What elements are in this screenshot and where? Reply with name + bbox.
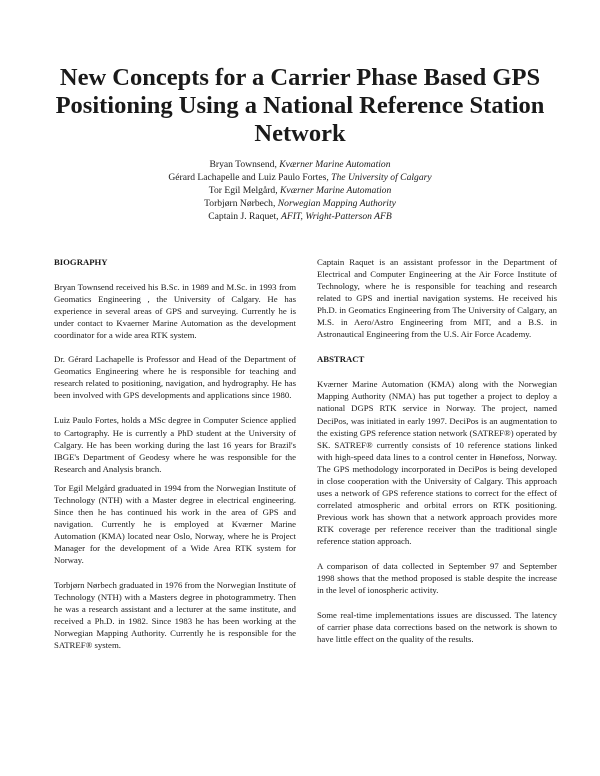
author-name: Bryan Townsend,: [209, 159, 277, 170]
right-column: [317, 256, 557, 645]
author-line: [60, 210, 540, 223]
author-name: Tor Egil Melgård,: [208, 185, 278, 196]
author-line: [60, 158, 540, 171]
abstract-paragraph: Kværner Marine Automation (KMA) along with the Norwegian Mapping Authority (NMA) has put together a project to deploy a national DGPS RTK service in Norway. The project, named DeciPos, was initiated in early 1997. DeciPos is an augmentation to the existing GPS reference station network (SATREF®) operated by SK. SATREF® currently consists of 10 reference stations linked with high-speed data lines to a control center in Hønefoss, Norway. The GPS methodology incorporated in DeciPos is being developed in close cooperation with the University of Calgary. This approach uses a network of GPS reference stations to correct for the effect of correlated atmospheric and orbital errors on RTK positioning. Previous work has shown that a network approach provides more RTK coverage per reference receiver than the traditional single reference station approach.: [317, 379, 557, 546]
author-affiliation: AFIT, Wright-Patterson AFB: [280, 211, 392, 222]
author-line: [60, 197, 540, 210]
biography-paragraph: Torbjørn Nørbech graduated in 1976 from the Norwegian Institute of Technology (NTH) with a Masters degree in photogrammetry. Then he was a research assistant and a lecturer at the same institute, and received a Ph.D. in 1982. Since 1983 he has been working at the Norwegian Mapping Authority. Currently he is responsible for the SATREF® system.: [54, 580, 296, 651]
biography-heading: BIOGRAPHY: [54, 257, 108, 267]
abstract-paragraph: Some real-time implementations issues are discussed. The latency of carrier phase data corrections based on the network is shown to have little effect on the quality of the results.: [317, 610, 557, 645]
author-line: [60, 171, 540, 184]
author-name: Captain J. Raquet,: [208, 211, 279, 222]
abstract-heading: ABSTRACT: [317, 354, 365, 365]
author-name: Gérard Lachapelle and Luiz Paulo Fortes,: [168, 172, 329, 183]
author-affiliation: Norwegian Mapping Authority: [277, 198, 396, 209]
author-affiliation: The University of Calgary: [331, 172, 432, 183]
author-affiliation: Kværner Marine Automation: [280, 185, 392, 196]
biography-paragraph: Bryan Townsend received his B.Sc. in 1989 and M.Sc. in 1993 from Geomatics Engineering , the University of Calgary. He has experience in several areas of GPS and surveying. Currently he is under contact to Kvaerner Marine Automation as the development coordinator for a wide area RTK system.: [54, 282, 296, 341]
author-block: [60, 158, 540, 223]
biography-paragraph-continued: Captain Raquet is an assistant professor in the Department of Electrical and Computer Engineering at the Air Force Institute of Technology, where he is responsible for teaching and research related to GPS and inertial navigation systems. He received his Ph.D. in Geomatics Engineering from The University of Calgary, an M.S. in Aero/Astro Engineering from MIT, and a B.S. in Astronautical Engineering from the U.S. Air Force Academy.: [317, 257, 557, 340]
paper-title: New Concepts for a Carrier Phase Based GPS Positioning Using a National Reference Station Network: [55, 64, 545, 147]
author-affiliation: Kværner Marine Automation: [279, 159, 391, 170]
biography-paragraph: Tor Egil Melgård graduated in 1994 from the Norwegian Institute of Technology (NTH) with a Master degree in electrical engineering. Since then he has continued his work in the area of GPS and navigation. Currently he is employed at Kværner Marine Automation (KMA) located near Oslo, Norway, where he is Project Manager for the development of a Wide Area RTK system for Norway.: [54, 482, 296, 565]
left-column: [54, 256, 296, 651]
author-name: Torbjørn Nørbech,: [204, 198, 276, 209]
biography-paragraph: Luiz Paulo Fortes, holds a MSc degree in Computer Science applied to Cartography. He is currently a PhD student at the University of Calgary. He has been working during the last 16 years for Brazil's IBGE's Department of Geodesy where he was responsible for the Research and Analysis branch.: [54, 415, 296, 474]
biography-paragraph: Dr. Gérard Lachapelle is Professor and Head of the Department of Geomatics Engineering where he is responsible for teaching and research related to positioning, navigation, and hydrography. He has been involved with GPS developments and applications since 1980.: [54, 354, 296, 401]
author-line: [60, 184, 540, 197]
abstract-paragraph: A comparison of data collected in September 97 and September 1998 shows that the method proposed is stable despite the increase in the level of ionospheric activity.: [317, 561, 557, 596]
